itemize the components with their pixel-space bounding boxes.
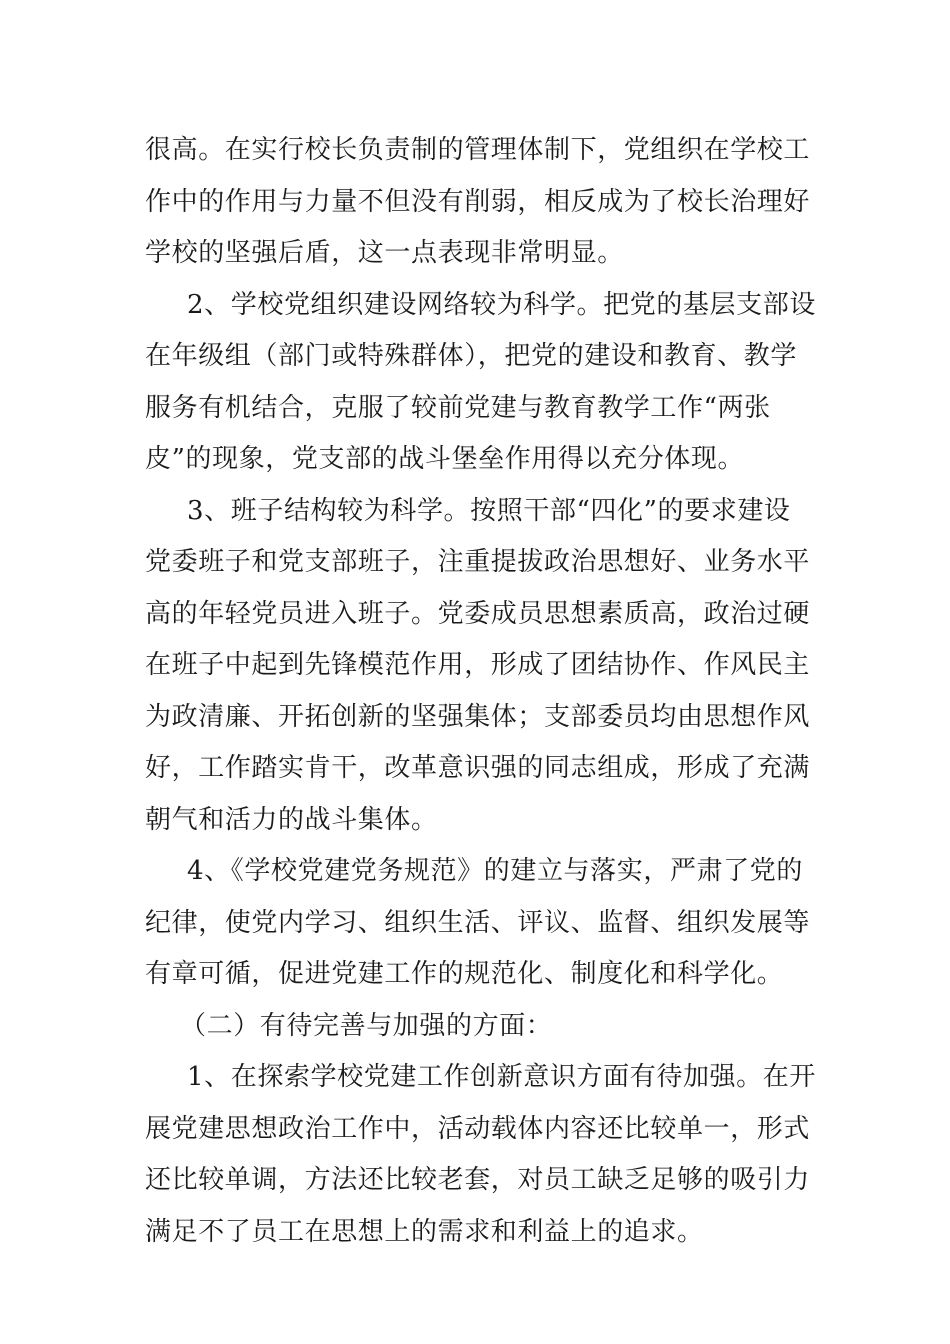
section-heading: （二）有待完善与加强的方面：: [180, 1010, 553, 1041]
body-text: [145, 125, 825, 1258]
text-line: 展党建思想政治工作中，活动载体内容还比较单一，形式: [145, 1113, 811, 1144]
paragraph-start-line: 2、学校党组织建设网络较为科学。把党的基层支部设: [187, 289, 816, 320]
text-line: 很高。在实行校长负责制的管理体制下，党组织在学校工: [145, 135, 811, 165]
text-line: 在年级组（部门或特殊群体），把党的建设和教育、教学: [145, 341, 798, 371]
paragraph-start-line: 4、《学校党建党务规范》的建立与落实，严肃了党的: [187, 856, 803, 886]
text-line: 学校的坚强后盾，这一点表现非常明显。: [145, 238, 624, 268]
text-line: 为政清廉、开拓创新的坚强集体；支部委员均由思想作风: [145, 701, 811, 732]
text-line: 高的年轻党员进入班子。党委成员思想素质高，政治过硬: [145, 598, 811, 629]
text-line: 党委班子和党支部班子，注重提拔政治思想好、业务水平: [145, 547, 811, 577]
text-line: 在班子中起到先锋模范作用，形成了团结协作、作风民主: [145, 650, 811, 680]
text-line: 皮”的现象，党支部的战斗堡垒作用得以充分体现。: [145, 444, 745, 474]
text-line: 好，工作踏实肯干，改革意识强的同志组成，形成了充满: [145, 753, 811, 783]
paragraph-start-line: 3、班子结构较为科学。按照干部“四化”的要求建设: [187, 495, 791, 526]
paragraph-start-line: 1、在探索学校党建工作创新意识方面有待加强。在开: [187, 1062, 816, 1092]
text-line: 服务有机结合，克服了较前党建与教育教学工作“两张: [145, 392, 771, 423]
text-line: 满足不了员工在思想上的需求和利益上的追求。: [145, 1216, 704, 1247]
text-line: 纪律，使党内学习、组织生活、评议、监督、组织发展等: [145, 907, 811, 938]
text-line: 作中的作用与力量不但没有削弱，相反成为了校长治理好: [145, 186, 811, 217]
text-line: 有章可循，促进党建工作的规范化、制度化和科学化。: [145, 959, 784, 989]
text-line: 朝气和活力的战斗集体。: [145, 804, 438, 835]
text-line: 还比较单调，方法还比较老套，对员工缺乏足够的吸引力: [145, 1165, 811, 1195]
